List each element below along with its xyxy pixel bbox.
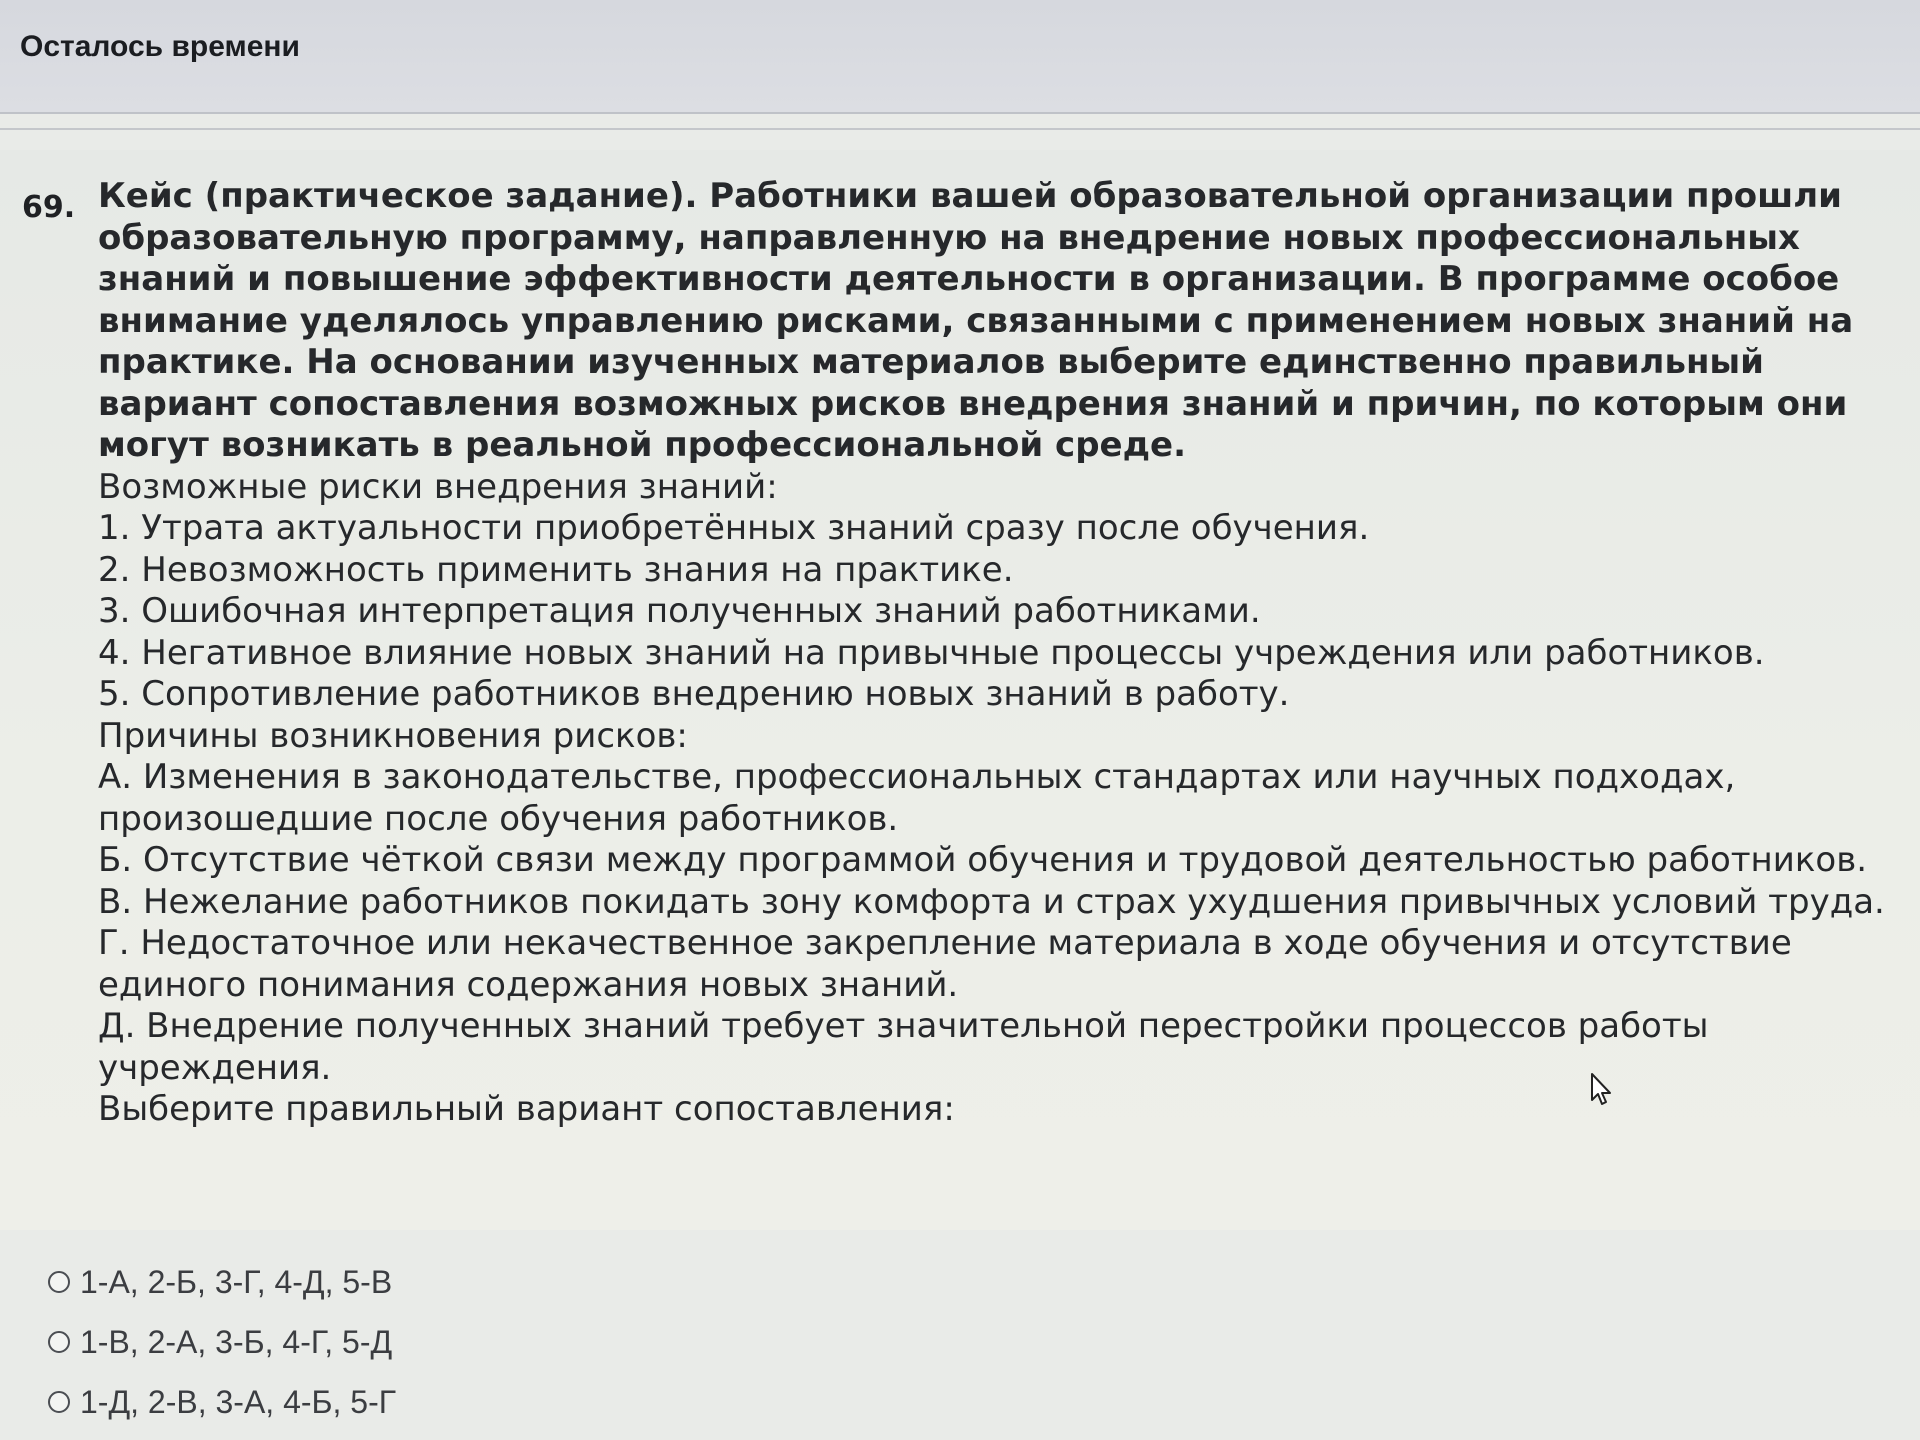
risk-item: 3. Ошибочная интерпретация полученных знаний работниками. xyxy=(98,591,1261,631)
risk-item: 2. Невозможность применить знания на практике. xyxy=(98,549,1014,590)
answer-option-label[interactable]: 1-Д, 2-В, 3-А, 4-Б, 5-Г xyxy=(80,1383,397,1420)
question-body xyxy=(98,176,1888,1131)
timer-label: Осталось времени xyxy=(20,30,300,63)
risk-item: 5. Сопротивление работников внедрению новых знаний в работу. xyxy=(98,674,1290,714)
answer-option-label[interactable]: 1-А, 2-Б, 3-Г, 4-Д, 5-В xyxy=(80,1263,393,1300)
cause-item: В. Нежелание работников покидать зону комфорта и страх ухудшения привычных условий труда. xyxy=(98,881,1885,922)
cause-item: Б. Отсутствие чёткой связи между программой обучения и трудовой деятельностью работников. xyxy=(98,840,1868,880)
divider xyxy=(0,128,1920,130)
top-bar xyxy=(0,0,1920,114)
risk-item: 1. Утрата актуальности приобретённых знаний сразу после обучения. xyxy=(98,508,1370,548)
answer-option[interactable] xyxy=(48,1372,396,1432)
risk-item: 4. Негативное влияние новых знаний на привычные процессы учреждения или работников. xyxy=(98,632,1765,673)
question-block xyxy=(0,150,1920,1230)
radio-button[interactable] xyxy=(48,1391,70,1413)
answer-option-label[interactable]: 1-В, 2-А, 3-Б, 4-Г, 5-Д xyxy=(80,1323,393,1360)
answer-option[interactable] xyxy=(48,1312,396,1372)
radio-button[interactable] xyxy=(48,1331,70,1353)
question-intro: Кейс (практическое задание). Работники вашей образовательной организации прошли образовательную программу, направленную на внедрение новых профессиональных знаний и повышение эффективности деятельности в организации. В программе особое внимание уделялось управлению рисками, связанными с применением новых знаний на практике. На основании изученных материалов выберите единственно правильный вариант сопоставления возможных рисков внедрения знаний и причин, по которым они могут возникать в реальной профессиональной среде. xyxy=(98,176,1854,465)
question-number: 69. xyxy=(22,190,76,225)
cause-item: Д. Внедрение полученных знаний требует значительной перестройки процессов работы учреждения. xyxy=(98,1006,1709,1088)
cause-item: А. Изменения в законодательстве, профессиональных стандартах или научных подходах, произошедшие после обучения работников. xyxy=(98,757,1736,839)
risks-heading: Возможные риски внедрения знаний: xyxy=(98,466,778,507)
causes-heading: Причины возникновения рисков: xyxy=(98,715,688,756)
cause-item: Г. Недостаточное или некачественное закрепление материала в ходе обучения и отсутствие единого понимания содержания новых знаний. xyxy=(98,923,1792,1005)
answer-options xyxy=(48,1252,396,1432)
answer-option[interactable] xyxy=(48,1252,396,1312)
radio-button[interactable] xyxy=(48,1271,70,1293)
mouse-pointer-icon xyxy=(1590,1072,1614,1106)
question-prompt: Выберите правильный вариант сопоставления: xyxy=(98,1089,955,1129)
